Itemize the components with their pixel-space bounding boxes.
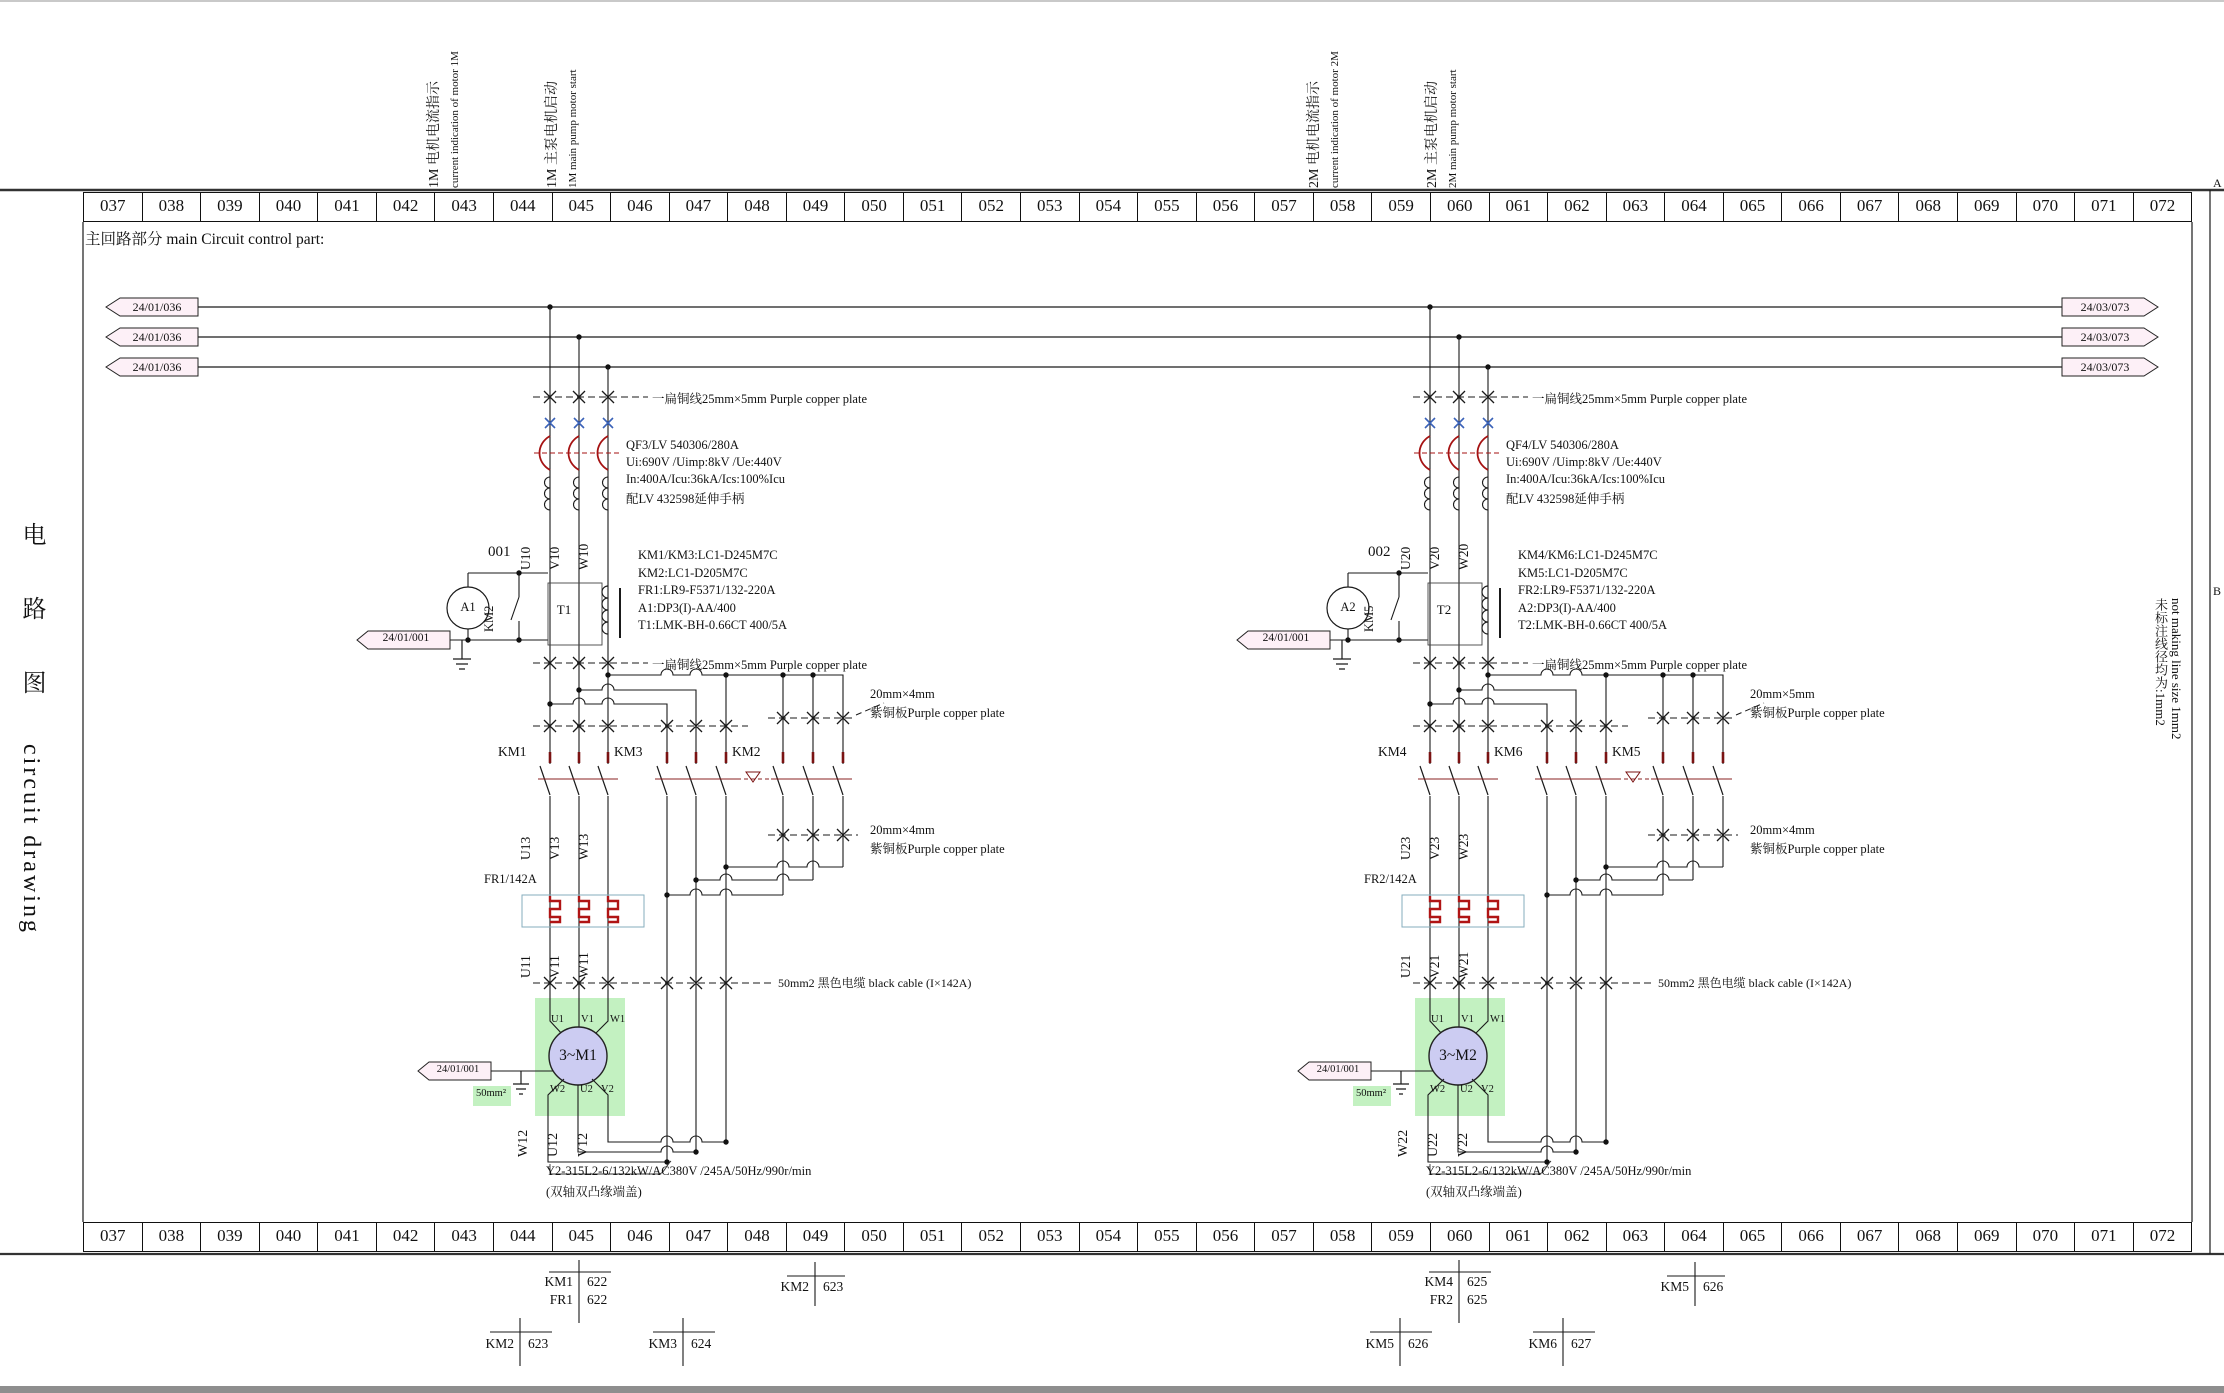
wire-label: V12 — [576, 1132, 591, 1157]
wire-label: W20 — [1456, 543, 1471, 570]
xref-device[interactable]: KM3 — [648, 1336, 677, 1351]
window-bottom-edge — [0, 1386, 2224, 1393]
wire-label: W21 — [1456, 951, 1471, 978]
contactor-spec-line: KM2:LC1-D205M7C — [638, 566, 748, 580]
ruler-cell: 038 — [143, 193, 202, 221]
ruler-cell: 047 — [670, 1223, 729, 1251]
wire-label: V10 — [547, 546, 562, 570]
annotation-current-indication-2m-en: current indication of motor 2M — [1329, 51, 1341, 188]
drawing-section-title: 主回路部分 main Circuit control part: — [85, 231, 325, 248]
ruler-cell: 071 — [2075, 1223, 2134, 1251]
ruler-cell: 048 — [728, 193, 787, 221]
plate-note-lower-text: 紫铜板Purple copper plate — [870, 842, 1005, 856]
contactor-spec-line: A2:DP3(I)-AA/400 — [1518, 601, 1616, 615]
wire-label: W10 — [576, 543, 591, 570]
contactor-spec-line: T2:LMK-BH-0.66CT 400/5A — [1518, 618, 1668, 632]
row-letter-a: A — [2213, 176, 2222, 190]
node-number: 001 — [488, 544, 511, 560]
wire-label: U12 — [546, 1132, 561, 1157]
margin-note-en: not making line size 1mm2 — [2169, 598, 2184, 740]
motor-spec-line: Y2-315L2-6/132kW/AC380V /245A/50Hz/990r/min — [546, 1164, 812, 1178]
contactor-spec-line: A1:DP3(I)-AA/400 — [638, 601, 736, 615]
ruler-cell: 040 — [260, 193, 319, 221]
xref-device[interactable]: KM5 — [1365, 1336, 1394, 1351]
ruler-cell: 069 — [1958, 1223, 2017, 1251]
row-letter-b: B — [2213, 584, 2222, 598]
ruler-cell: 051 — [904, 1223, 963, 1251]
cable-size-label: 50mm² — [1356, 1088, 1386, 1099]
margin-note-cn: 未标注线径均为:1mm2 — [2153, 598, 2168, 726]
breaker-spec-line: In:400A/Icu:36kA/Ics:100%Icu — [626, 472, 785, 486]
breaker-spec-line: 配LV 432598延伸手柄 — [1506, 492, 1625, 506]
sheet-title-left — [14, 522, 49, 942]
busbars — [198, 307, 2062, 367]
ruler-cell: 042 — [377, 193, 436, 221]
ruler-cell: 047 — [670, 193, 729, 221]
ruler-cell: 040 — [260, 1223, 319, 1251]
xref-device[interactable]: FR1 — [549, 1292, 573, 1307]
busbar-ref-left-1[interactable]: 24/01/036 — [132, 300, 182, 314]
wire-label: V23 — [1427, 836, 1442, 860]
xref-device[interactable]: KM5 — [1660, 1279, 1689, 1294]
aux-contact-label: KM2 — [482, 605, 496, 632]
annotation-current-indication-1m-cn: 1M 电机电流指示 — [427, 81, 442, 188]
thermal-relay-label: FR1/142A — [484, 872, 537, 886]
ruler-cell: 045 — [553, 1223, 612, 1251]
ruler-cell: 061 — [1490, 1223, 1549, 1251]
window-top-edge — [0, 0, 2224, 2]
plate-note-upper-size: 20mm×4mm — [870, 687, 935, 701]
ruler-cell: 050 — [845, 193, 904, 221]
ruler-cell: 067 — [1841, 193, 1900, 221]
xref-page[interactable]: 626 — [1408, 1336, 1429, 1351]
contactor-label-3: KM2 — [732, 744, 761, 759]
cable-note: 50mm2 黑色电缆 black cable (I×142A) — [778, 976, 972, 990]
ruler-cell: 068 — [1899, 1223, 1958, 1251]
motor-terminal: W2 — [1430, 1084, 1446, 1095]
busbar-ref-right-2[interactable]: 24/03/073 — [2080, 330, 2130, 344]
contactor-label-1: KM4 — [1378, 744, 1407, 759]
motor-terminal: U2 — [1460, 1084, 1473, 1095]
motor-spec-line: (双轴双凸缘端盖) — [546, 1185, 642, 1199]
ruler-cell: 042 — [377, 1223, 436, 1251]
wire-label: V22 — [1456, 1132, 1471, 1157]
ruler-cell: 055 — [1138, 193, 1197, 221]
ruler-cell: 071 — [2075, 193, 2134, 221]
breaker-spec-line: QF3/LV 540306/280A — [626, 438, 739, 452]
copper-plate-note-mid: 一扁铜线25mm×5mm Purple copper plate — [1532, 658, 1748, 672]
motor-terminal: W2 — [550, 1084, 566, 1095]
breaker-spec-line: QF4/LV 540306/280A — [1506, 438, 1619, 452]
ruler-cell: 056 — [1197, 193, 1256, 221]
ruler-cell: 056 — [1197, 1223, 1256, 1251]
motor-terminal: V1 — [1461, 1014, 1474, 1025]
busbar-ref-right-3[interactable]: 24/03/073 — [2080, 360, 2130, 374]
xref-page[interactable]: 624 — [691, 1336, 712, 1351]
xref-page[interactable]: 622 — [587, 1292, 608, 1307]
ruler-cell: 070 — [2017, 193, 2076, 221]
node-number: 002 — [1368, 544, 1391, 560]
copper-plate-note-mid: 一扁铜线25mm×5mm Purple copper plate — [652, 658, 868, 672]
ruler-cell: 058 — [1314, 193, 1373, 221]
breaker-spec-line: 配LV 432598延伸手柄 — [626, 492, 745, 506]
xref-device[interactable]: KM2 — [780, 1279, 809, 1294]
ruler-cell: 037 — [84, 1223, 143, 1251]
ct-label: T2 — [1436, 602, 1452, 617]
wire-label: V20 — [1427, 546, 1442, 570]
plate-note-upper-text: 紫铜板Purple copper plate — [1750, 706, 1885, 720]
ruler-cell: 070 — [2017, 1223, 2076, 1251]
annotation-pump-start-2m-cn: 2M 主泵电机启动 — [1425, 81, 1440, 188]
ruler-cell: 054 — [1080, 1223, 1139, 1251]
breaker-spec-line: Ui:690V /Uimp:8kV /Ue:440V — [626, 455, 782, 469]
ruler-cell: 044 — [494, 193, 553, 221]
xref-page[interactable]: 623 — [823, 1279, 844, 1294]
ruler-cell: 049 — [787, 1223, 846, 1251]
xref-page[interactable]: 623 — [528, 1336, 549, 1351]
ruler-cell: 061 — [1490, 193, 1549, 221]
annotation-pump-start-1m-cn: 1M 主泵电机启动 — [545, 81, 560, 188]
motor-spec-line: Y2-315L2-6/132kW/AC380V /245A/50Hz/990r/min — [1426, 1164, 1692, 1178]
contactor-label-2: KM3 — [614, 744, 643, 759]
xref-device[interactable]: FR2 — [1429, 1292, 1453, 1307]
ruler-cell: 054 — [1080, 193, 1139, 221]
xref-page[interactable]: 622 — [587, 1274, 608, 1289]
ruler-cell: 060 — [1431, 193, 1490, 221]
ammeter-label: A1 — [460, 600, 476, 614]
xref-page[interactable]: 626 — [1703, 1279, 1724, 1294]
thermal-relay-label: FR2/142A — [1364, 872, 1417, 886]
motor-spec-line: (双轴双凸缘端盖) — [1426, 1185, 1522, 1199]
reference-arrow-motor[interactable]: 24/01/001 — [436, 1064, 480, 1075]
ruler-cell: 043 — [435, 1223, 494, 1251]
contactor-spec-line: FR2:LR9-F5371/132-220A — [1518, 583, 1656, 597]
ruler-cell: 065 — [1724, 193, 1783, 221]
ruler-cell: 069 — [1958, 193, 2017, 221]
wire-label: W22 — [1396, 1129, 1411, 1157]
ruler-cell: 060 — [1431, 1223, 1490, 1251]
ruler-cell: 063 — [1607, 1223, 1666, 1251]
ruler-cell: 038 — [143, 1223, 202, 1251]
motor-terminal: U1 — [551, 1014, 564, 1025]
ruler-cell: 039 — [201, 1223, 260, 1251]
annotation-current-indication-2m-cn: 2M 电机电流指示 — [1307, 81, 1322, 188]
wire-label: U10 — [518, 546, 533, 570]
ruler-cell: 062 — [1548, 1223, 1607, 1251]
busbar-ref-left-2[interactable]: 24/01/036 — [132, 330, 182, 344]
motor-terminal: W1 — [1490, 1014, 1506, 1025]
ruler-cell: 064 — [1665, 193, 1724, 221]
ruler-cell: 041 — [318, 1223, 377, 1251]
top-ruler — [83, 192, 2192, 222]
ruler-cell: 053 — [1021, 193, 1080, 221]
aux-contact-label: KM5 — [1362, 605, 1376, 632]
motor-terminal: V2 — [1481, 1084, 1494, 1095]
wire-label: W13 — [576, 833, 591, 860]
plate-note-lower-size: 20mm×4mm — [1750, 823, 1815, 837]
ruler-cell: 053 — [1021, 1223, 1080, 1251]
wire-label: U20 — [1398, 546, 1413, 570]
ruler-cell: 063 — [1607, 193, 1666, 221]
ruler-cell: 045 — [553, 193, 612, 221]
plate-note-lower-size: 20mm×4mm — [870, 823, 935, 837]
contactor-label-1: KM1 — [498, 744, 527, 759]
ct-label: T1 — [556, 602, 572, 617]
ruler-cell: 066 — [1782, 1223, 1841, 1251]
motor-terminal: U2 — [580, 1084, 593, 1095]
wire-label: W12 — [516, 1129, 531, 1157]
xref-device[interactable]: KM2 — [485, 1336, 514, 1351]
annotation-current-indication-1m-en: current indication of motor 1M — [449, 51, 461, 188]
reference-arrow-motor[interactable]: 24/01/001 — [1316, 1064, 1360, 1075]
ruler-cell: 052 — [962, 193, 1021, 221]
ruler-cell: 049 — [787, 193, 846, 221]
motor-terminal: U1 — [1431, 1014, 1444, 1025]
bottom-ruler — [83, 1222, 2192, 1252]
motor-label: 3~M1 — [559, 1047, 597, 1064]
xref-page[interactable]: 627 — [1571, 1336, 1592, 1351]
plate-note-upper-text: 紫铜板Purple copper plate — [870, 706, 1005, 720]
ruler-cell: 062 — [1548, 193, 1607, 221]
wire-label: W11 — [576, 952, 591, 978]
wire-label: U11 — [518, 955, 533, 978]
annotation-pump-start-2m-en: 2M main pump motor start — [1447, 69, 1459, 188]
busbar-ref-right-1[interactable]: 24/03/073 — [2080, 300, 2130, 314]
ruler-cell: 067 — [1841, 1223, 1900, 1251]
ruler-cell: 058 — [1314, 1223, 1373, 1251]
motor-label: 3~M2 — [1439, 1047, 1477, 1064]
ruler-cell: 064 — [1665, 1223, 1724, 1251]
contactor-spec-line: KM5:LC1-D205M7C — [1518, 566, 1628, 580]
contactor-label-2: KM6 — [1494, 744, 1523, 759]
ruler-cell: 065 — [1724, 1223, 1783, 1251]
ruler-cell: 068 — [1899, 193, 1958, 221]
wire-label: U21 — [1398, 954, 1413, 978]
wire-label: V21 — [1427, 954, 1442, 978]
ammeter-label: A2 — [1340, 600, 1356, 614]
ruler-cell: 057 — [1255, 1223, 1314, 1251]
cable-note: 50mm2 黑色电缆 black cable (I×142A) — [1658, 976, 1852, 990]
breaker-spec-line: In:400A/Icu:36kA/Ics:100%Icu — [1506, 472, 1665, 486]
ruler-cell: 043 — [435, 193, 494, 221]
breaker-spec-line: Ui:690V /Uimp:8kV /Ue:440V — [1506, 455, 1662, 469]
ruler-cell: 052 — [962, 1223, 1021, 1251]
busbar-ref-left-3[interactable]: 24/01/036 — [132, 360, 182, 374]
contactor-spec-line: KM4/KM6:LC1-D245M7C — [1518, 548, 1658, 562]
wire-label: W23 — [1456, 833, 1471, 860]
motor-terminal: V2 — [601, 1084, 614, 1095]
wire-label: V11 — [547, 955, 562, 978]
xref-device[interactable]: KM6 — [1528, 1336, 1557, 1351]
copper-plate-note-top: 一扁铜线25mm×5mm Purple copper plate — [652, 392, 868, 406]
ruler-cell: 051 — [904, 193, 963, 221]
wire-label: U13 — [518, 836, 533, 860]
motor-terminal: W1 — [610, 1014, 626, 1025]
contactor-spec-line: FR1:LR9-F5371/132-220A — [638, 583, 776, 597]
ruler-cell: 041 — [318, 193, 377, 221]
ruler-cell: 050 — [845, 1223, 904, 1251]
ruler-cell: 044 — [494, 1223, 553, 1251]
sheet-title-cn: 电路图 — [18, 522, 44, 744]
ruler-cell: 046 — [611, 1223, 670, 1251]
ruler-cell: 072 — [2149, 196, 2176, 215]
reference-arrow-meter[interactable]: 24/01/001 — [382, 632, 430, 644]
motor-terminal: V1 — [581, 1014, 594, 1025]
xref-device[interactable]: KM4 — [1424, 1274, 1453, 1289]
copper-plate-note-top: 一扁铜线25mm×5mm Purple copper plate — [1532, 392, 1748, 406]
contactor-spec-line: KM1/KM3:LC1-D245M7C — [638, 548, 778, 562]
xref-device[interactable]: KM1 — [544, 1274, 573, 1289]
ruler-cell: 072 — [2149, 1226, 2176, 1245]
ruler-cell: 055 — [1138, 1223, 1197, 1251]
ruler-cell: 057 — [1255, 193, 1314, 221]
ruler-cell: 039 — [201, 193, 260, 221]
xref-page[interactable]: 625 — [1467, 1292, 1488, 1307]
ruler-cell: 066 — [1782, 193, 1841, 221]
ruler-cell: 046 — [611, 193, 670, 221]
wire-label: V13 — [547, 836, 562, 860]
annotation-pump-start-1m-en: 1M main pump motor start — [567, 69, 579, 188]
ruler-cell: 037 — [84, 193, 143, 221]
wire-label: U23 — [1398, 836, 1413, 860]
xref-page[interactable]: 625 — [1467, 1274, 1488, 1289]
cable-size-label: 50mm² — [476, 1088, 506, 1099]
sheet-title-en: circuit drawing — [18, 744, 44, 935]
ruler-cell: 059 — [1372, 1223, 1431, 1251]
ruler-cell: 059 — [1372, 193, 1431, 221]
ruler-cell: 048 — [728, 1223, 787, 1251]
plate-note-upper-size: 20mm×5mm — [1750, 687, 1815, 701]
plate-note-lower-text: 紫铜板Purple copper plate — [1750, 842, 1885, 856]
contactor-spec-line: T1:LMK-BH-0.66CT 400/5A — [638, 618, 788, 632]
wire-label: U22 — [1426, 1132, 1441, 1157]
contactor-label-3: KM5 — [1612, 744, 1641, 759]
margin-note-right — [2152, 598, 2184, 878]
reference-arrow-meter[interactable]: 24/01/001 — [1262, 632, 1310, 644]
